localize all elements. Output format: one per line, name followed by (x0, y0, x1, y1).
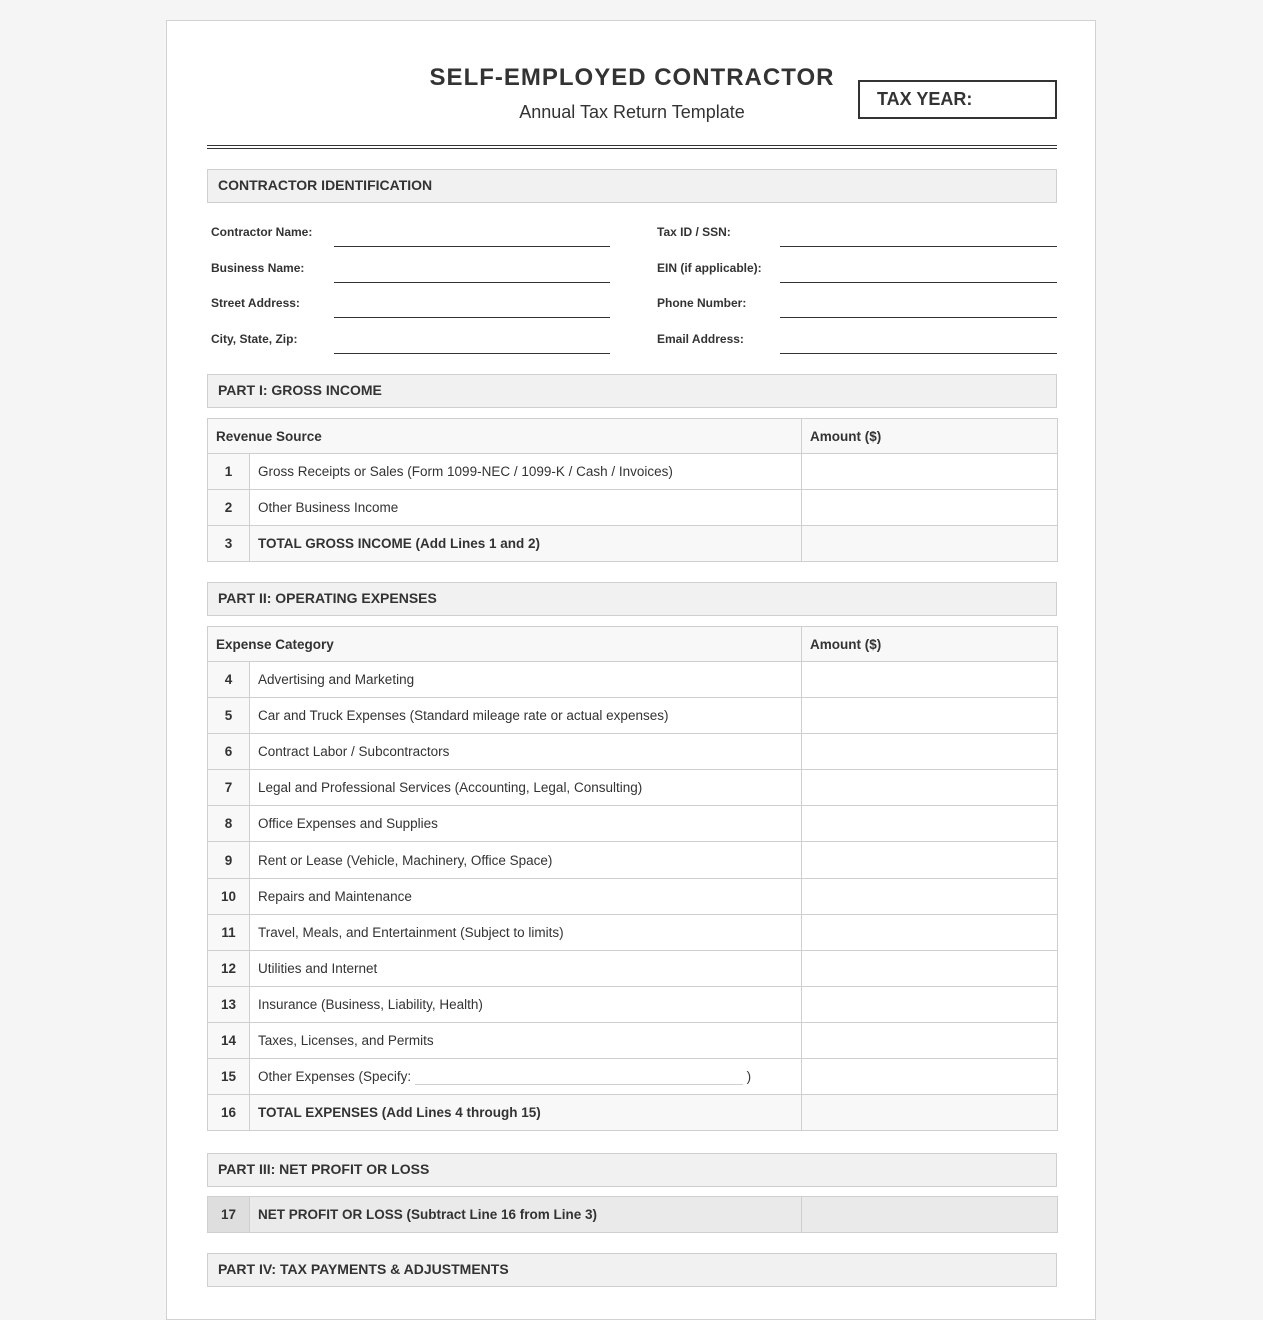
operating-expenses-table (207, 626, 1058, 1131)
phone-number-label: Phone Number: (657, 296, 747, 311)
amount-cell[interactable] (802, 950, 1058, 986)
amount-cell[interactable] (802, 526, 1058, 562)
table-row (208, 914, 1058, 950)
line-number: 7 (208, 770, 250, 806)
id-row (207, 252, 1057, 288)
net-profit-row (208, 1197, 1058, 1233)
table-row (208, 878, 1058, 914)
city-state-zip-field[interactable] (334, 353, 610, 354)
table-row (208, 490, 1058, 526)
form-header (207, 21, 1057, 151)
amount-cell[interactable] (802, 914, 1058, 950)
line-number: 6 (208, 734, 250, 770)
table-row (208, 986, 1058, 1022)
amount-cell[interactable] (802, 662, 1058, 698)
amount-cell[interactable] (802, 1059, 1058, 1095)
form-content (207, 21, 1057, 1277)
line-label: Rent or Lease (Vehicle, Machinery, Office Space) (250, 842, 802, 878)
tax-year-label: TAX YEAR: (877, 89, 973, 109)
business-name-label: Business Name: (211, 260, 305, 275)
email-address-label: Email Address: (657, 331, 744, 346)
line-number: 8 (208, 806, 250, 842)
line-number: 5 (208, 698, 250, 734)
table-row (208, 734, 1058, 770)
ein-label: EIN (if applicable): (657, 260, 762, 275)
line-number: 14 (208, 1022, 250, 1058)
net-profit-table (207, 1196, 1058, 1233)
table-row (208, 454, 1058, 490)
line-label-with-specify (250, 1059, 802, 1095)
amount-cell[interactable] (802, 806, 1058, 842)
line-label: Legal and Professional Services (Accounting, Legal, Consulting) (250, 770, 802, 806)
section-contractor-identification: CONTRACTOR IDENTIFICATION (207, 169, 1057, 203)
ein-field[interactable] (780, 282, 1057, 283)
amount-cell[interactable] (802, 1197, 1058, 1233)
line-label: Car and Truck Expenses (Standard mileage rate or actual expenses) (250, 698, 802, 734)
amount-cell[interactable] (802, 1095, 1058, 1131)
amount-cell[interactable] (802, 490, 1058, 526)
line-label: Advertising and Marketing (250, 662, 802, 698)
total-row (208, 526, 1058, 562)
line-number: 2 (208, 490, 250, 526)
line-number: 15 (208, 1059, 250, 1095)
contractor-name-label: Contractor Name: (211, 225, 313, 239)
id-row (207, 216, 1057, 252)
email-address-field[interactable] (780, 353, 1057, 354)
table-header-row (208, 627, 1058, 662)
tax-id-label: Tax ID / SSN: (657, 225, 731, 239)
line-label: Taxes, Licenses, and Permits (250, 1022, 802, 1058)
line-number: 17 (208, 1197, 250, 1233)
table-row (208, 1059, 1058, 1095)
table-row (208, 1022, 1058, 1058)
line-label: TOTAL EXPENSES (Add Lines 4 through 15) (250, 1095, 802, 1131)
line-label: Gross Receipts or Sales (Form 1099-NEC / 1099-K / Cash / Invoices) (250, 454, 802, 490)
line-number: 4 (208, 662, 250, 698)
line-label: Other Business Income (250, 490, 802, 526)
line-number: 12 (208, 950, 250, 986)
gross-income-table (207, 418, 1058, 562)
id-row (207, 287, 1057, 323)
column-header-revenue-source: Revenue Source (208, 419, 802, 454)
line-number: 9 (208, 842, 250, 878)
line-label: Repairs and Maintenance (250, 878, 802, 914)
specify-input-line[interactable] (415, 1070, 743, 1085)
section-part-4-tax-payments: PART IV: TAX PAYMENTS & ADJUSTMENTS (207, 1253, 1057, 1287)
table-row (208, 842, 1058, 878)
amount-cell[interactable] (802, 454, 1058, 490)
line-label-end: ) (746, 1068, 752, 1084)
column-header-amount: Amount ($) (802, 419, 1058, 454)
total-row (208, 1095, 1058, 1131)
table-row (208, 770, 1058, 806)
form-title: SELF-EMPLOYED CONTRACTOR (429, 64, 835, 91)
table-header-row (208, 419, 1058, 454)
header-divider (207, 145, 1057, 149)
section-part-3-net-profit: PART III: NET PROFIT OR LOSS (207, 1153, 1057, 1187)
line-number: 16 (208, 1095, 250, 1131)
column-header-amount: Amount ($) (802, 627, 1058, 662)
phone-number-field[interactable] (780, 317, 1057, 318)
tax-year-field[interactable] (858, 80, 1057, 119)
amount-cell[interactable] (802, 842, 1058, 878)
tax-id-field[interactable] (780, 246, 1057, 247)
line-number: 3 (208, 526, 250, 562)
id-row (207, 323, 1057, 359)
section-part-2-operating-expenses: PART II: OPERATING EXPENSES (207, 582, 1057, 616)
section-part-1-gross-income: PART I: GROSS INCOME (207, 374, 1057, 408)
form-subtitle: Annual Tax Return Template (519, 102, 745, 122)
street-address-field[interactable] (334, 317, 610, 318)
line-number: 11 (208, 914, 250, 950)
table-row (208, 950, 1058, 986)
line-number: 10 (208, 878, 250, 914)
amount-cell[interactable] (802, 878, 1058, 914)
street-address-label: Street Address: (211, 296, 300, 311)
amount-cell[interactable] (802, 734, 1058, 770)
line-label: Other Expenses (Specify: (258, 1068, 412, 1084)
amount-cell[interactable] (802, 1022, 1058, 1058)
line-number: 13 (208, 986, 250, 1022)
table-row (208, 806, 1058, 842)
amount-cell[interactable] (802, 698, 1058, 734)
identification-fields (207, 216, 1057, 358)
line-label: Travel, Meals, and Entertainment (Subject to limits) (250, 914, 802, 950)
amount-cell[interactable] (802, 770, 1058, 806)
line-label: Utilities and Internet (250, 950, 802, 986)
business-name-field[interactable] (334, 282, 610, 283)
table-row (208, 698, 1058, 734)
contractor-name-field[interactable] (334, 246, 610, 247)
column-header-expense-category: Expense Category (208, 627, 802, 662)
form-page (166, 20, 1096, 1320)
line-label: Office Expenses and Supplies (250, 806, 802, 842)
table-row (208, 662, 1058, 698)
line-label: Contract Labor / Subcontractors (250, 734, 802, 770)
line-label: Insurance (Business, Liability, Health) (250, 986, 802, 1022)
city-state-zip-label: City, State, Zip: (211, 331, 298, 346)
line-label: TOTAL GROSS INCOME (Add Lines 1 and 2) (250, 526, 802, 562)
amount-cell[interactable] (802, 986, 1058, 1022)
line-label: NET PROFIT OR LOSS (Subtract Line 16 from Line 3) (250, 1197, 802, 1233)
line-number: 1 (208, 454, 250, 490)
